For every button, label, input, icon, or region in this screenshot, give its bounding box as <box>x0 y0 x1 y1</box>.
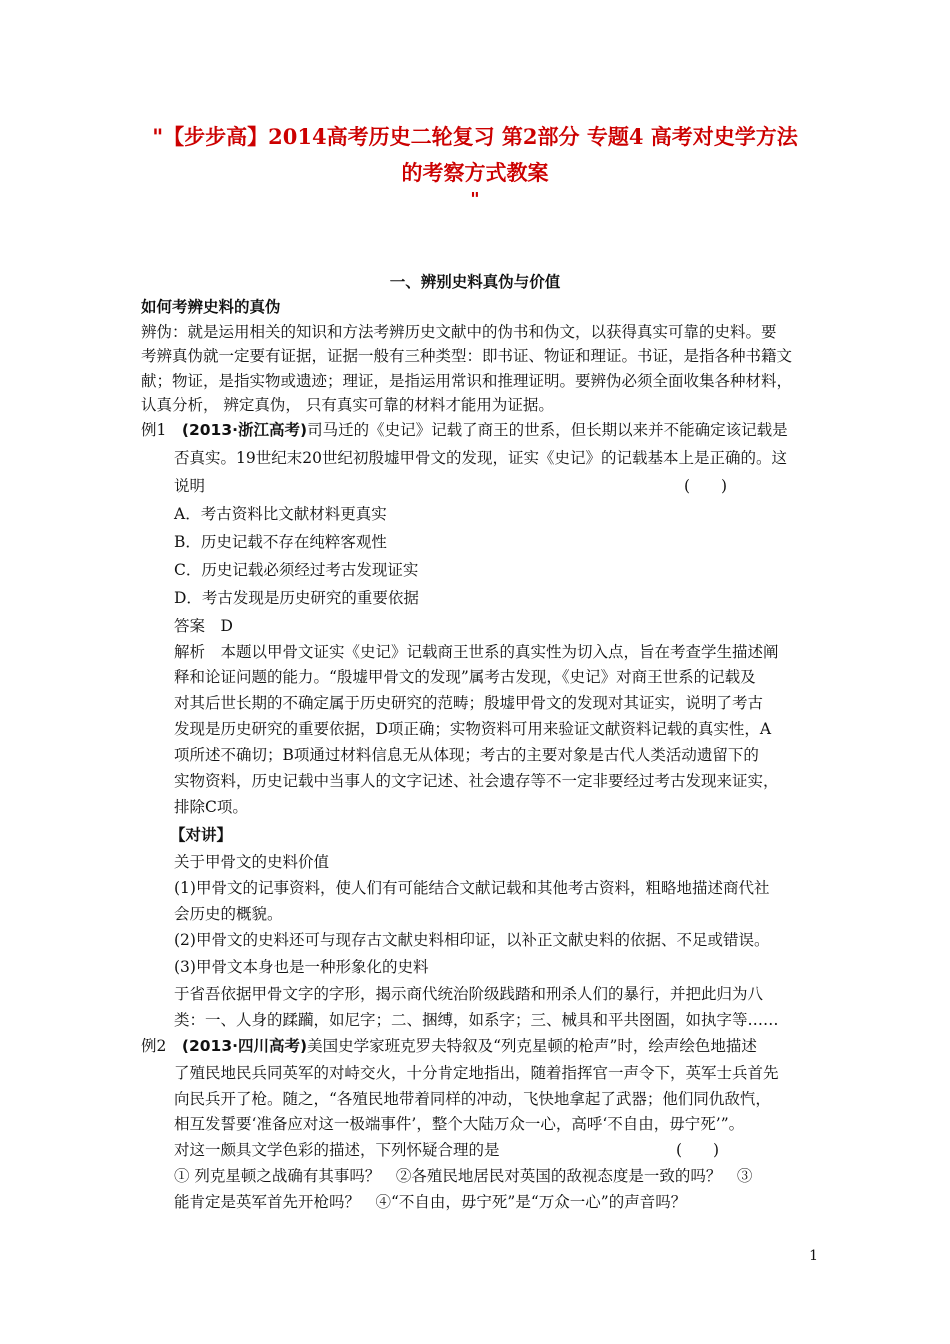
duijiang-line-3: 会历史的概貌。 <box>174 905 283 923</box>
duijiang-line-7: 类：一、人身的蹂躏，如尼字；二、捆缚，如系字；三、械具和平共囹圄，如执字等…… <box>174 1011 779 1029</box>
analysis-line-1 <box>174 640 779 662</box>
analysis-text-1: 本题以甲骨文证实《史记》记载商王世系的真实性为切入点，旨在考查学生描述阐 <box>220 643 779 661</box>
example-1-stem-line-1 <box>141 418 788 440</box>
intro-line-3: 献；物证，是指实物或遗迹；理证，是指运用常识和推理证明。要辨伪必须全面收集各种材料， <box>141 372 793 390</box>
document-title-line-3: " <box>470 189 480 210</box>
duijiang-label: 【对讲】 <box>170 826 233 844</box>
intro-line-4: 认真分析， 辨定真伪， 只有真实可靠的材料才能用为证据。 <box>141 396 554 414</box>
example-2-stem-line-3: 向民兵开了枪。随之，“各殖民地带着同样的冲动，飞快地拿起了武器；他们同仇敌忾， <box>174 1090 771 1108</box>
page-number: 1 <box>809 1248 818 1264</box>
example-1-option-d: D．考古发现是历史研究的重要依据 <box>174 589 419 607</box>
example-2-stem-line-1 <box>141 1034 757 1056</box>
analysis-line-4: 发现是历史研究的重要依据，D项正确；实物资料可用来验证文献资料记载的真实性，A <box>174 720 772 738</box>
example-1-answer-bracket: ( ) <box>684 477 728 495</box>
analysis-line-2: 释和论证问题的能力。“殷墟甲骨文的发现”属考古发现，《史记》对商王世系的记载及 <box>174 668 756 686</box>
example-1-option-a: A．考古资料比文献材料更真实 <box>174 505 387 523</box>
analysis-label: 解析 <box>174 643 206 661</box>
duijiang-line-4: (2)甲骨文的史料还可与现存古文献史料相印证，以补正文献史料的依据、不足或错误。 <box>174 931 770 949</box>
example-1-answer <box>174 614 233 636</box>
example-1-label: 例1 <box>141 421 167 439</box>
example-2-label: 例2 <box>141 1037 167 1055</box>
example-1-stem-text-1: 司马迁的《史记》记载了商王的世系，但长期以来并不能确定该记载是 <box>307 421 788 439</box>
example-2-choices-line-2: 能肯定是英军首先开枪吗？ ④“不自由，毋宁死”是“万众一心”的声音吗？ <box>174 1193 687 1211</box>
analysis-line-7: 排除C项。 <box>174 798 248 816</box>
example-2-stem-line-2: 了殖民地民兵同英军的对峙交火，十分肯定地指出，随着指挥官一声令下，英军士兵首先 <box>174 1064 779 1082</box>
example-2-stem-text-1: 美国史学家班克罗夫特叙及“列克星顿的枪声”时，绘声绘色地描述 <box>307 1037 757 1055</box>
answer-label: 答案 <box>174 617 206 635</box>
document-title-line-2: 的考察方式教案 <box>401 160 549 185</box>
intro-line-2: 考辨真伪就一定要有证据，证据一般有三种类型：即书证、物证和理证。书证，是指各种书籍文 <box>141 347 793 365</box>
example-1-source: (2013·浙江高考) <box>181 421 308 439</box>
answer-value: D <box>220 617 233 635</box>
example-2-stem-line-4: 相互发誓要‘准备应对这一极端事件’，整个大陆万众一心，高呼‘不自由，毋宁死’”。 <box>174 1115 745 1133</box>
example-2-source: (2013·四川高考) <box>181 1037 308 1055</box>
example-1-stem-line-3: 说明 <box>174 477 206 495</box>
example-1-option-c: C．历史记载必须经过考古发现证实 <box>174 561 419 579</box>
duijiang-line-1: 关于甲骨文的史料价值 <box>174 853 330 871</box>
example-2-stem-line-5: 对这一颇具文学色彩的描述，下列怀疑合理的是 <box>174 1141 500 1159</box>
duijiang-line-5: (3)甲骨文本身也是一种形象化的史料 <box>174 958 429 976</box>
subheading: 如何考辨史料的真伪 <box>141 298 281 316</box>
duijiang-line-6: 于省吾依据甲骨文字的字形，揭示商代统治阶级践踏和刑杀人们的暴行，并把此归为八 <box>174 985 764 1003</box>
example-1-stem-line-2: 否真实。19世纪末20世纪初殷墟甲骨文的发现，证实《史记》的记载基本上是正确的。这 <box>174 449 787 467</box>
example-2-answer-bracket: ( ) <box>676 1141 720 1159</box>
example-1-option-b: B．历史记载不存在纯粹客观性 <box>174 533 387 551</box>
analysis-line-5: 项所述不确切；B项通过材料信息无从体现；考古的主要对象是古代人类活动遗留下的 <box>174 746 759 764</box>
example-2-choices-line-1: ① 列克星顿之战确有其事吗？ ②各殖民地居民对英国的敌视态度是一致的吗？ ③ <box>174 1167 753 1185</box>
section-heading: 一、辨别史料真伪与价值 <box>389 273 561 291</box>
intro-line-1: 辨伪：就是运用相关的知识和方法考辨历史文献中的伪书和伪文，以获得真实可靠的史料。要 <box>141 323 777 341</box>
analysis-line-3: 对其后世长期的不确定属于历史研究的范畴；殷墟甲骨文的发现对其证实，说明了考古 <box>174 694 764 712</box>
duijiang-line-2: (1)甲骨文的记事资料，使人们有可能结合文献记载和其他考古资料，粗略地描述商代社 <box>174 879 770 897</box>
analysis-line-6: 实物资料，历史记载中当事人的文字记述、社会遗存等不一定非要经过考古发现来证实， <box>174 772 779 790</box>
document-title-line-1: "【步步高】2014高考历史二轮复习 第2部分 专题4 高考对史学方法 <box>152 124 798 149</box>
